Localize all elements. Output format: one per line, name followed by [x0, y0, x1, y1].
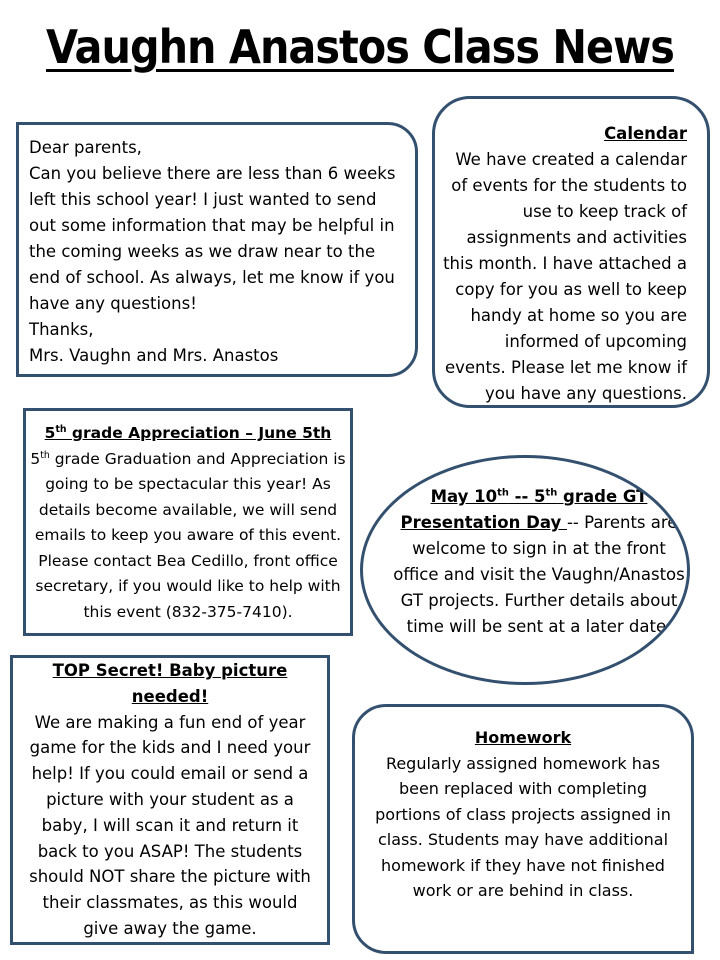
homework-heading: Homework — [474, 728, 572, 747]
letter-signature: Mrs. Vaughn and Mrs. Anastos — [29, 346, 279, 365]
secret-box — [10, 655, 330, 945]
page-title: Vaughn Anastos Class News — [46, 20, 674, 74]
appreciation-body: 5th grade Graduation and Appreciation is going to be spectacular this year! As details become available, we will send emails to keep you aware of this event. Please contact Bea Cedillo, front office secretary, if you would like to help with this event (832-375-7410). — [30, 449, 346, 621]
letter-box — [16, 122, 418, 377]
calendar-box — [432, 96, 710, 408]
calendar-heading: Calendar — [604, 124, 687, 143]
appreciation-box — [23, 408, 353, 636]
letter-greeting: Dear parents, — [29, 138, 142, 157]
homework-box — [352, 704, 694, 954]
appreciation-heading: 5th grade Appreciation – June 5th — [44, 423, 332, 442]
gt-body: -- Parents are welcome to sign in at the front office and visit the Vaughn/Anastos GT projects. Further details about time will be sent at a later date. — [393, 513, 685, 636]
letter-body: Can you believe there are less than 6 weeks left this school year! I just wanted to send out some information that may be helpful in the coming weeks as we draw near to the end of school. As always, let me know if you have any questions! — [29, 164, 396, 313]
secret-body: We are making a fun end of year game for the kids and I need your help! If you could email or send a picture with your student as a baby, I will scan it and return it back to you ASAP! The students should NOT share the picture with their classmates, as this would give away the game. — [29, 712, 311, 938]
calendar-body: We have created a calendar of events for the students to use to keep track of assignments and activities this month. I have attached a copy for you as well to keep handy at home so you are informed of upcoming events. Please let me know if you have any questions. — [443, 150, 687, 403]
gt-heading: May 10th -- 5th grade GT Presentation Day — [400, 487, 648, 532]
homework-body: Regularly assigned homework has been replaced with completing portions of class projects assigned in class. Students may have additional homework if they have not finished work or are behind in class. — [375, 753, 671, 900]
gt-presentation-box — [360, 455, 690, 685]
letter-closing: Thanks, — [29, 320, 94, 339]
secret-heading: TOP Secret! Baby picture needed! — [52, 661, 288, 706]
